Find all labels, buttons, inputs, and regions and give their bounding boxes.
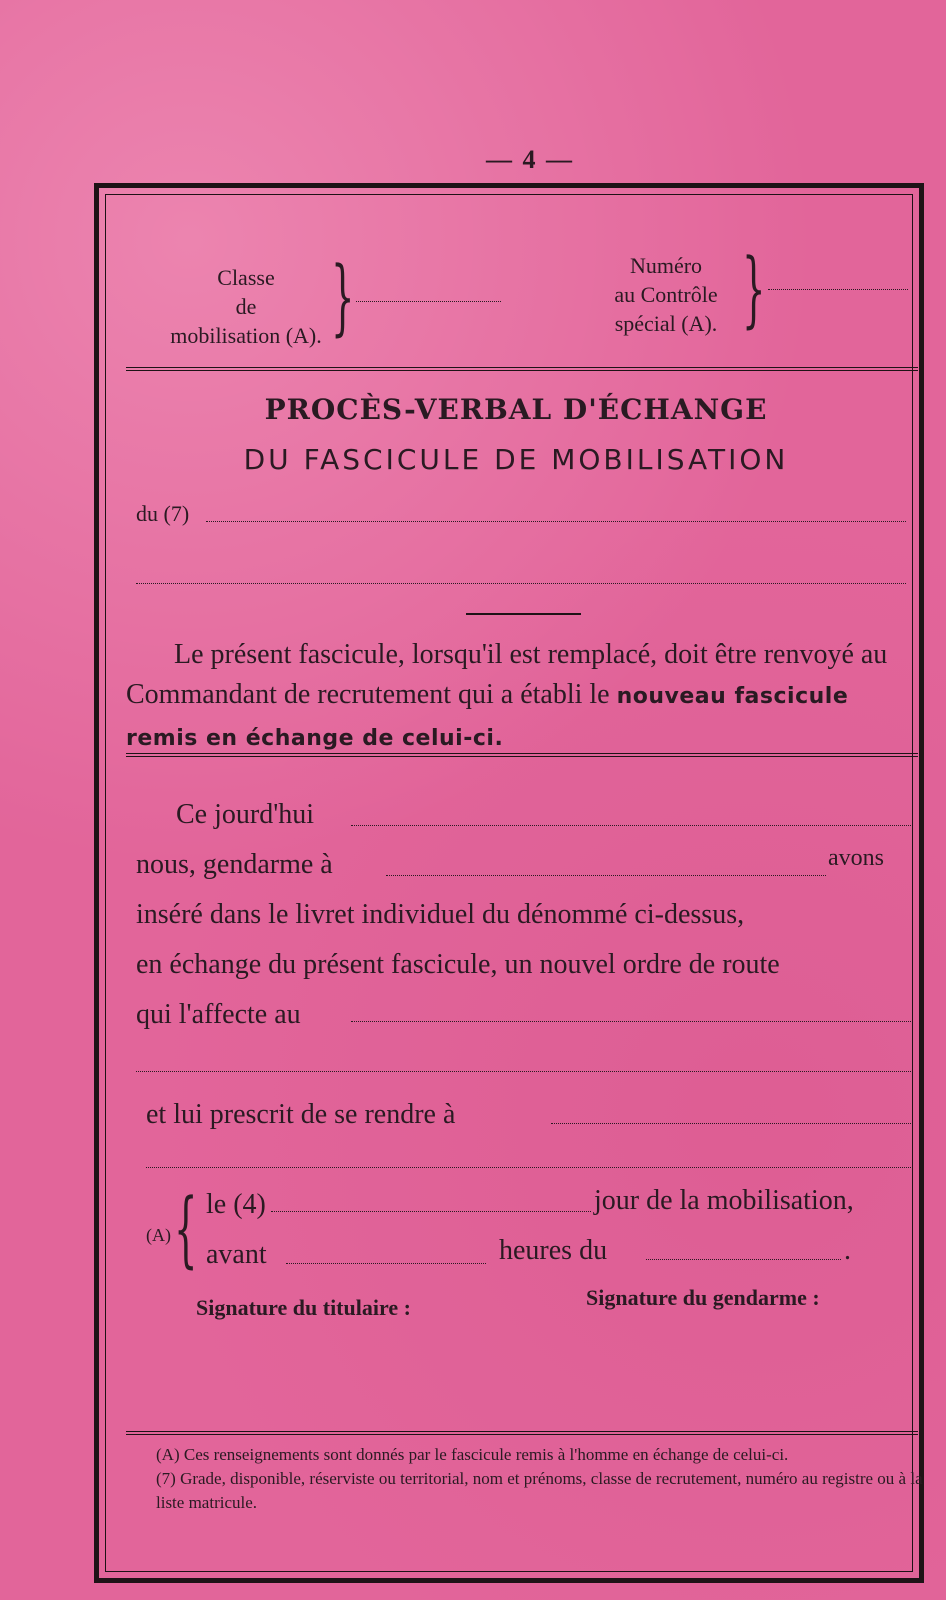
du-label: du (7) — [136, 501, 190, 526]
rendre-field[interactable] — [551, 1123, 911, 1124]
rendre-label: et lui prescrit de se rendre à — [146, 1099, 456, 1130]
du-field[interactable] — [206, 521, 906, 522]
du-field-line2[interactable] — [136, 583, 906, 584]
heures-field[interactable] — [646, 1259, 841, 1260]
avant-label: avant — [206, 1239, 267, 1270]
jour-field[interactable] — [271, 1211, 591, 1212]
numero-label — [586, 251, 746, 338]
page-number: — 4 — — [486, 145, 574, 174]
brace-icon: } — [331, 250, 355, 345]
rendre-field-line2[interactable] — [146, 1167, 911, 1168]
body-line3: inséré dans le livret individuel du dénommé ci-dessus, — [136, 899, 745, 930]
classe-label-line1: Classe — [217, 265, 275, 290]
brace-icon: } — [742, 242, 766, 337]
period: . — [844, 1235, 851, 1266]
signature-titulaire-label: Signature du titulaire : — [196, 1295, 411, 1320]
classe-label-line3: mobilisation (A). — [170, 323, 322, 348]
footnote-a: (A) Ces renseignements sont donnés par le fascicule remis à l'homme en échange de celui-ci. — [156, 1445, 789, 1464]
avant-field[interactable] — [286, 1263, 486, 1264]
heures-label: heures du — [499, 1235, 608, 1266]
affecte-field[interactable] — [351, 1021, 911, 1022]
classe-field[interactable] — [356, 301, 501, 302]
notice-text — [126, 635, 906, 759]
ce-jourdhui-label: Ce jourd'hui — [176, 799, 315, 830]
body-line4: en échange du présent fascicule, un nouvel ordre de route — [136, 949, 780, 980]
brace-icon: { — [174, 1182, 198, 1277]
le-label: le (4) — [206, 1189, 266, 1220]
short-divider — [466, 613, 581, 615]
header-divider — [126, 367, 918, 373]
affecte-field-line2[interactable] — [136, 1071, 911, 1072]
a-note-label: (A) — [146, 1225, 171, 1245]
numero-label-line1: Numéro — [629, 253, 703, 278]
classe-label-line2: de — [235, 294, 257, 319]
footnote-divider — [126, 1431, 918, 1437]
numero-label-line3: spécial (A). — [614, 311, 718, 336]
classe-label — [166, 263, 326, 350]
avons-label: avons — [828, 845, 884, 871]
footnote-7: (7) Grade, disponible, réserviste ou territorial, nom et prénoms, classe de recrutement, numéro au registre ou à la liste matricule. — [156, 1469, 923, 1512]
signature-gendarme-label: Signature du gendarme : — [586, 1285, 820, 1310]
numero-label-line2: au Contrôle — [614, 282, 718, 307]
document-title: PROCÈS-VERBAL D'ÉCHANGE — [264, 393, 768, 426]
gendarme-field[interactable] — [386, 875, 826, 876]
notice-divider — [126, 753, 918, 759]
notice-part1: Le présent fascicule, lorsqu'il est remplacé, doit être renvoyé au Commandant de recrutement qui a établi le — [126, 639, 888, 710]
notice-part2: nouveau fascicule remis en échange de celui-ci. — [126, 684, 849, 751]
numero-field[interactable] — [768, 289, 908, 290]
gendarme-label: nous, gendarme à — [136, 849, 333, 880]
affecte-label: qui l'affecte au — [136, 999, 301, 1030]
form-frame — [94, 183, 924, 1583]
document-subtitle: DU FASCICULE DE MOBILISATION — [243, 443, 789, 476]
form-inner-frame — [105, 194, 923, 1572]
ce-jourdhui-field[interactable] — [351, 825, 911, 826]
jour-label: jour de la mobilisation, — [594, 1185, 854, 1216]
footnotes — [156, 1443, 926, 1515]
